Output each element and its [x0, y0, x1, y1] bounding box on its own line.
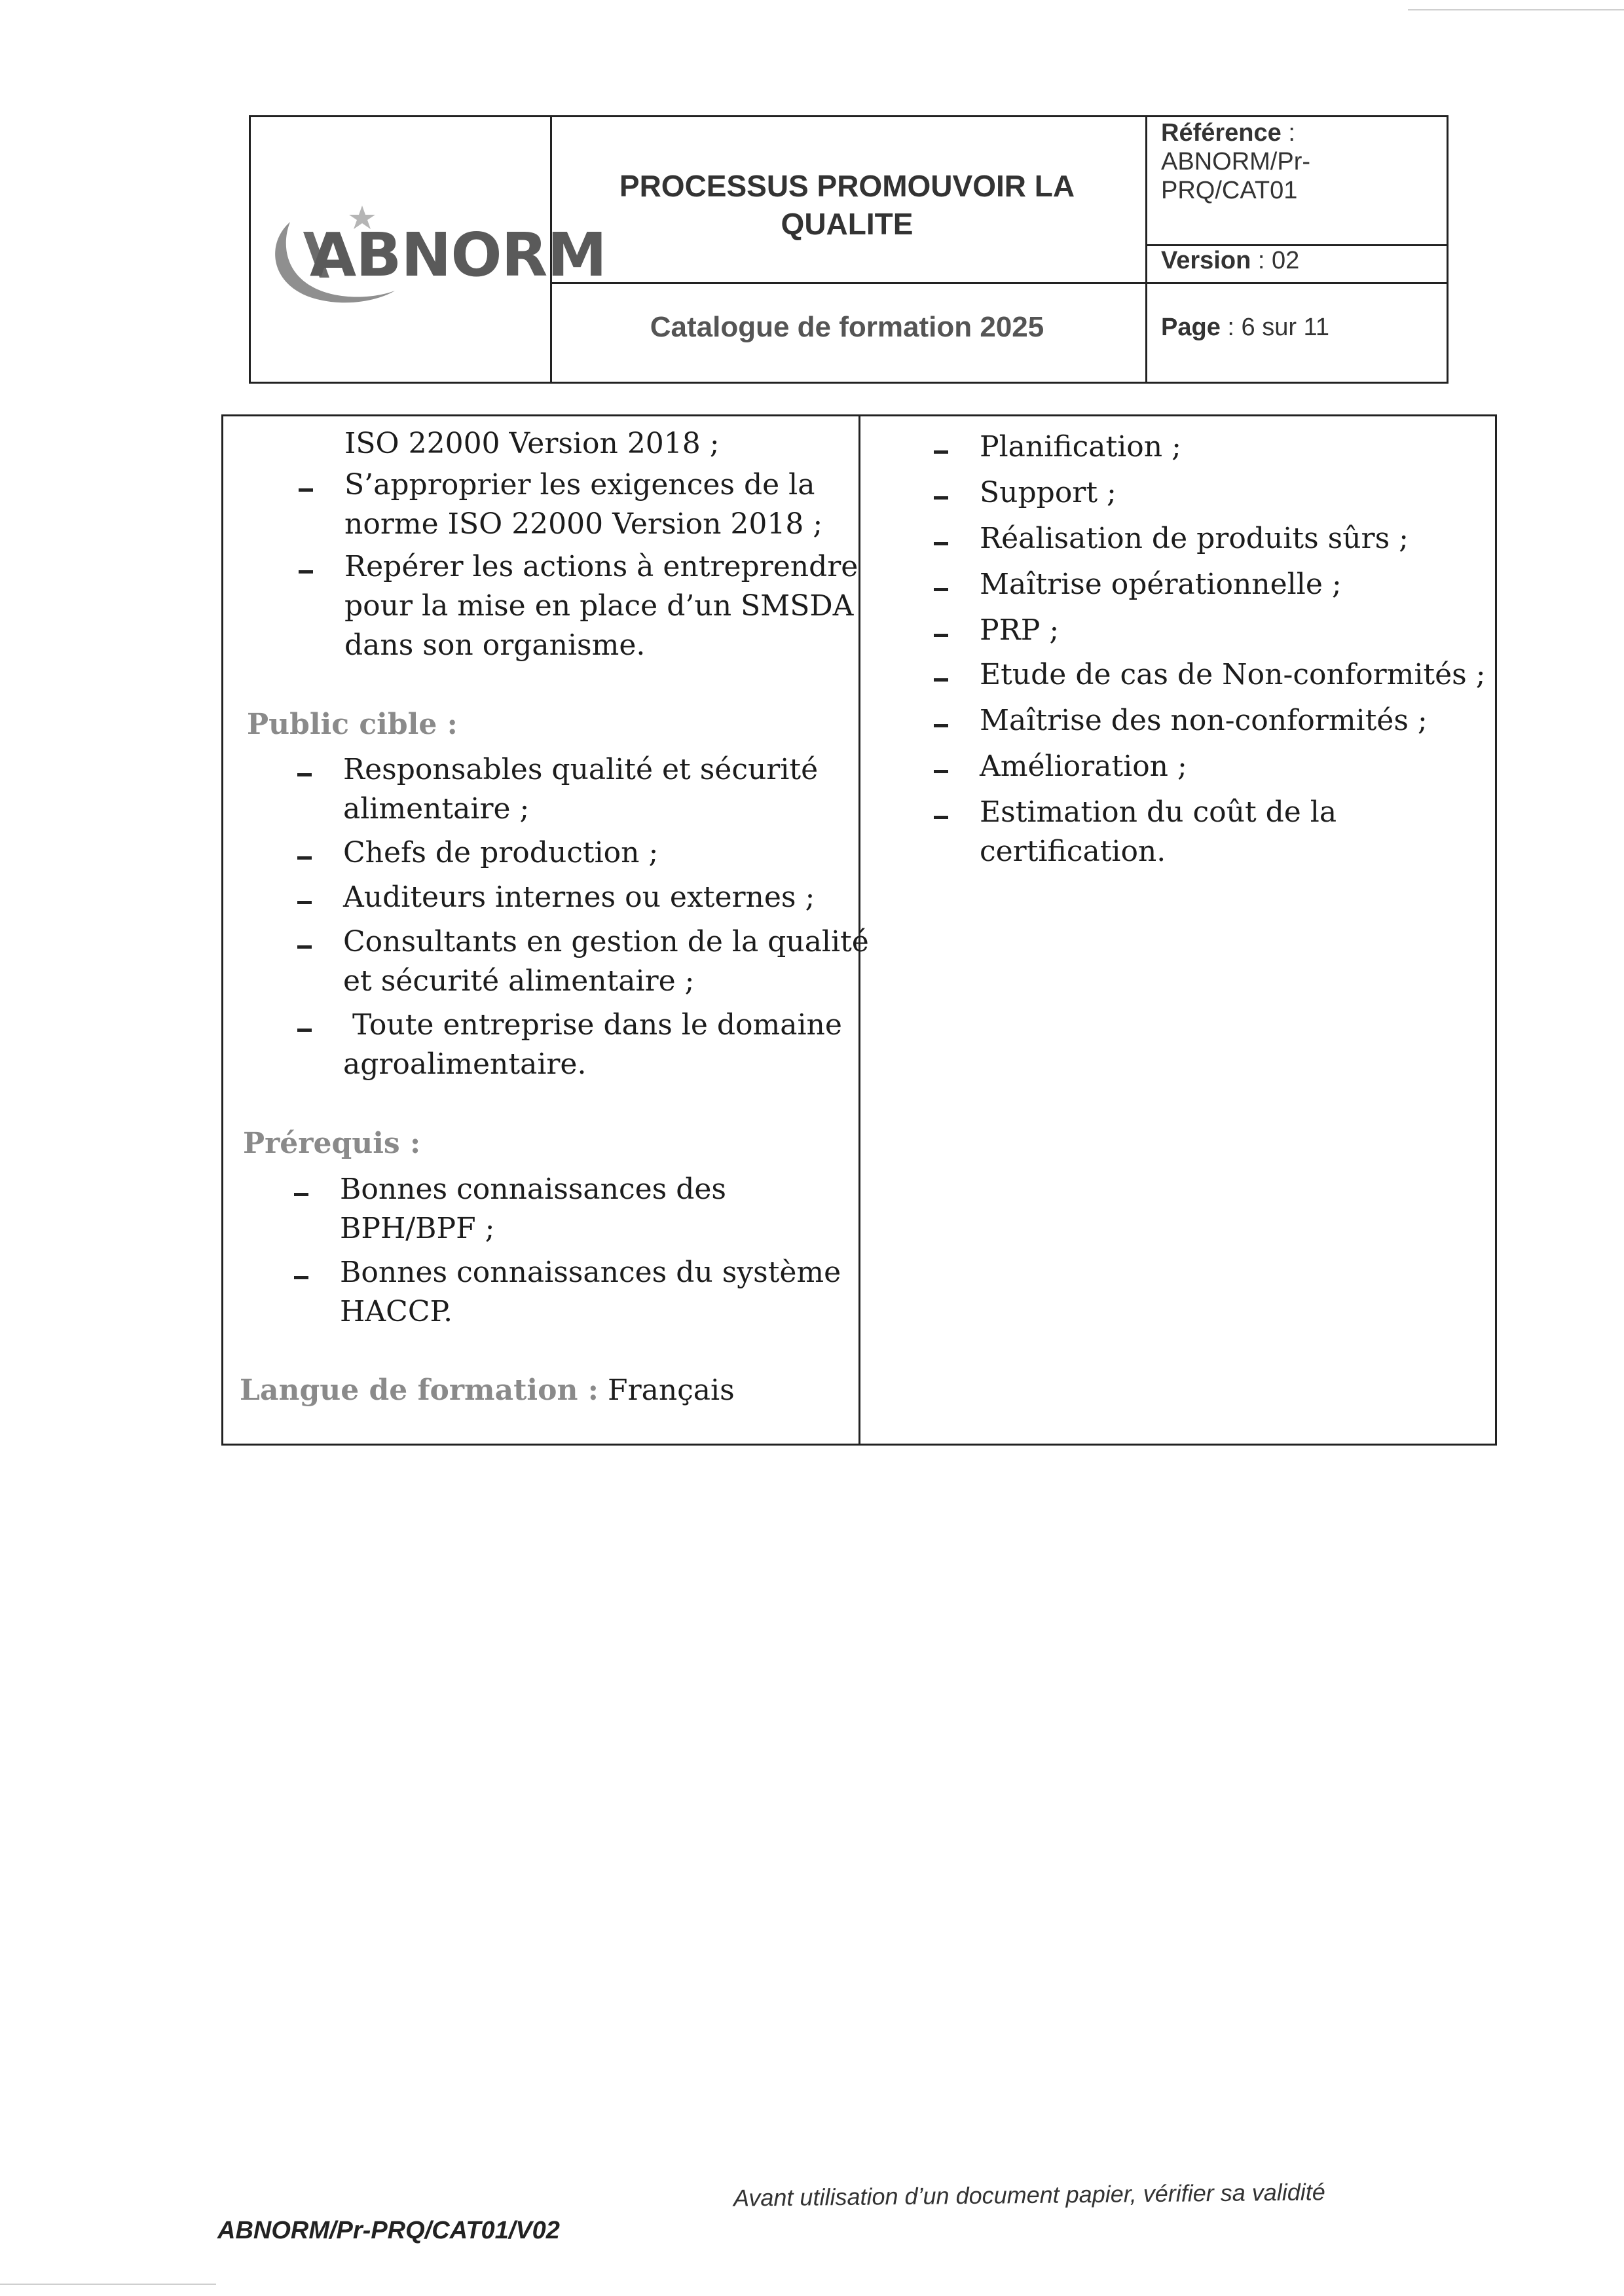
objective-text: Repérer les actions à entreprendre	[344, 550, 858, 583]
dash-bullet	[299, 488, 313, 492]
language-value: Français	[599, 1374, 735, 1407]
abnorm-logo	[264, 192, 606, 317]
document-header	[249, 115, 1449, 384]
public-item: Consultants en gestion de la qualité	[343, 925, 869, 958]
program-item: Réalisation de produits sûrs ;	[980, 522, 1409, 555]
process-title-line: QUALITE	[781, 207, 913, 241]
logo-wordmark: ABNORM	[310, 220, 606, 290]
objective-text: S’approprier les exigences de la	[344, 468, 815, 501]
public-item: alimentaire ;	[343, 792, 530, 826]
process-title-line: PROCESSUS PROMOUVOIR LA	[619, 169, 1075, 203]
dash-bullet	[934, 724, 948, 727]
dash-bullet	[297, 1029, 312, 1032]
objective-text: norme ISO 22000 Version 2018 ;	[344, 507, 823, 541]
catalog-title: Catalogue de formation 2025	[650, 311, 1044, 343]
reference-value: ABNORM/Pr-	[1161, 148, 1310, 175]
reference-separator: :	[1281, 119, 1295, 147]
version-value: : 02	[1251, 247, 1300, 274]
public-item: agroalimentaire.	[343, 1048, 587, 1081]
document-code: ABNORM/Pr-PRQ/CAT01/V02	[217, 2217, 560, 2244]
prereq-heading: Prérequis :	[243, 1127, 421, 1160]
header-divider	[550, 282, 1449, 284]
page-field	[1161, 314, 1329, 342]
prereq-item: Bonnes connaissances du système	[340, 1256, 841, 1289]
public-item: Responsables qualité et sécurité	[343, 753, 819, 786]
dash-bullet	[934, 450, 948, 454]
program-item: Etude de cas de Non-conformités ;	[980, 658, 1486, 691]
reference-label: Référence	[1161, 119, 1282, 147]
program-item: Support ;	[980, 476, 1116, 509]
dash-bullet	[934, 816, 948, 819]
dash-bullet	[934, 542, 948, 545]
language-line	[240, 1374, 735, 1407]
public-item: Chefs de production ;	[343, 836, 659, 869]
prereq-item: HACCP.	[340, 1295, 453, 1328]
version-label: Version	[1161, 247, 1251, 274]
program-item: PRP ;	[980, 613, 1060, 647]
objective-text: pour la mise en place d’un SMSDA	[344, 589, 854, 623]
program-item: Estimation du coût de la	[980, 795, 1337, 829]
dash-bullet	[934, 588, 948, 591]
validity-note: Avant utilisation d’un document papier, vérifier sa validité	[733, 2178, 1326, 2212]
dash-bullet	[297, 773, 312, 776]
dash-bullet	[294, 1193, 308, 1196]
process-title	[551, 167, 1143, 243]
dash-bullet	[299, 570, 313, 574]
page-value: : 6 sur 11	[1220, 314, 1329, 341]
dash-bullet	[934, 770, 948, 773]
public-item: Auditeurs internes ou externes ;	[343, 881, 815, 914]
program-item: Maîtrise opérationnelle ;	[980, 568, 1342, 601]
content-table	[221, 414, 1497, 1446]
reference-block	[1161, 118, 1443, 205]
dash-bullet	[297, 945, 312, 949]
header-divider	[1145, 117, 1147, 382]
page-label: Page	[1161, 314, 1221, 341]
prereq-item: Bonnes connaissances des	[340, 1173, 726, 1206]
dash-bullet	[297, 901, 312, 904]
program-item: Maîtrise des non-conformités ;	[980, 704, 1428, 737]
dash-bullet	[934, 496, 948, 500]
language-heading: Langue de formation :	[240, 1374, 599, 1407]
dash-bullet	[934, 634, 948, 637]
objective-text: ISO 22000 Version 2018 ;	[344, 427, 720, 460]
reference-value: PRQ/CAT01	[1161, 177, 1298, 204]
scan-edge-line	[1408, 9, 1624, 10]
dash-bullet	[297, 856, 312, 860]
version-field	[1161, 247, 1299, 275]
header-divider	[1145, 244, 1449, 246]
public-item: Toute entreprise dans le domaine	[343, 1008, 842, 1042]
program-item: Amélioration ;	[980, 750, 1187, 783]
scan-edge-line	[0, 2284, 216, 2285]
dash-bullet	[934, 678, 948, 682]
objective-text: dans son organisme.	[344, 629, 646, 662]
dash-bullet	[294, 1276, 308, 1279]
prereq-item: BPH/BPF ;	[340, 1212, 495, 1245]
program-item: Planification ;	[980, 430, 1181, 464]
public-item: et sécurité alimentaire ;	[343, 964, 695, 998]
program-item: certification.	[980, 835, 1166, 868]
public-heading: Public cible :	[247, 708, 458, 741]
